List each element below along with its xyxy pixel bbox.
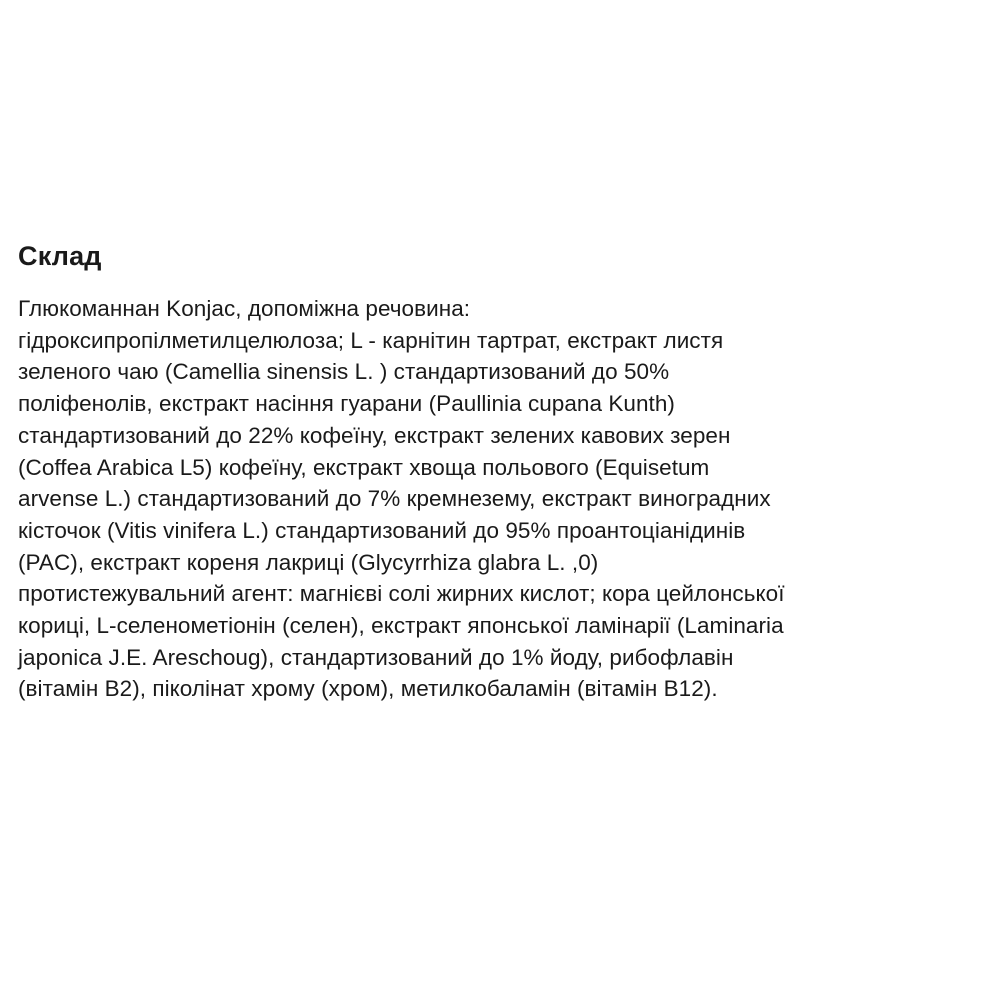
ingredients-line-10: протистежувальний агент: магнієві солі жирних кислот; кора цейлонської [18,581,785,607]
ingredients-line-6: (Coffea Arabica L5) кофеїну, екстракт хвоща польового (Equisetum [18,454,710,480]
ingredients-line-1: Глюкоманнан Konjac, допоміжна речовина: [18,296,471,321]
ingredients-line-4: поліфенолів, екстракт насіння гуарани (Paullinia cupana Kunth) [18,391,675,417]
composition-section [18,236,988,705]
ingredients-line-12: japonica J.E. Areschoug), стандартизований до 1% йоду, рибофлавін [18,644,734,670]
ingredients-line-9: (PAC), екстракт кореня лакриці (Glycyrrhiza glabra L. ,0) [18,549,599,575]
ingredients-line-5: стандартизований до 22% кофеїну, екстракт зелених кавових зерен [18,422,731,448]
ingredients-line-7: arvense L.) стандартизований до 7% кремнезему, екстракт виноградних [18,486,771,512]
ingredients-line-8: кісточок (Vitis vinifera L.) стандартизований до 95% проантоціанідинів [18,517,746,543]
ingredients-line-11: кориці, L-селенометіонін (селен), екстракт японської ламінарії (Laminaria [18,613,784,639]
section-title: Склад [18,241,102,271]
ingredients-line-2: гідроксипропілметилцелюлоза; L - карнітин тартрат, екстракт листя [18,327,724,353]
ingredients-line-13: (вітамін B2), піколінат хрому (хром), метилкобаламін (вітамін B12). [18,676,718,702]
ingredients-line-3: зеленого чаю (Camellia sinensis L. ) стандартизований до 50% [18,359,670,385]
ingredients-paragraph [18,293,988,705]
